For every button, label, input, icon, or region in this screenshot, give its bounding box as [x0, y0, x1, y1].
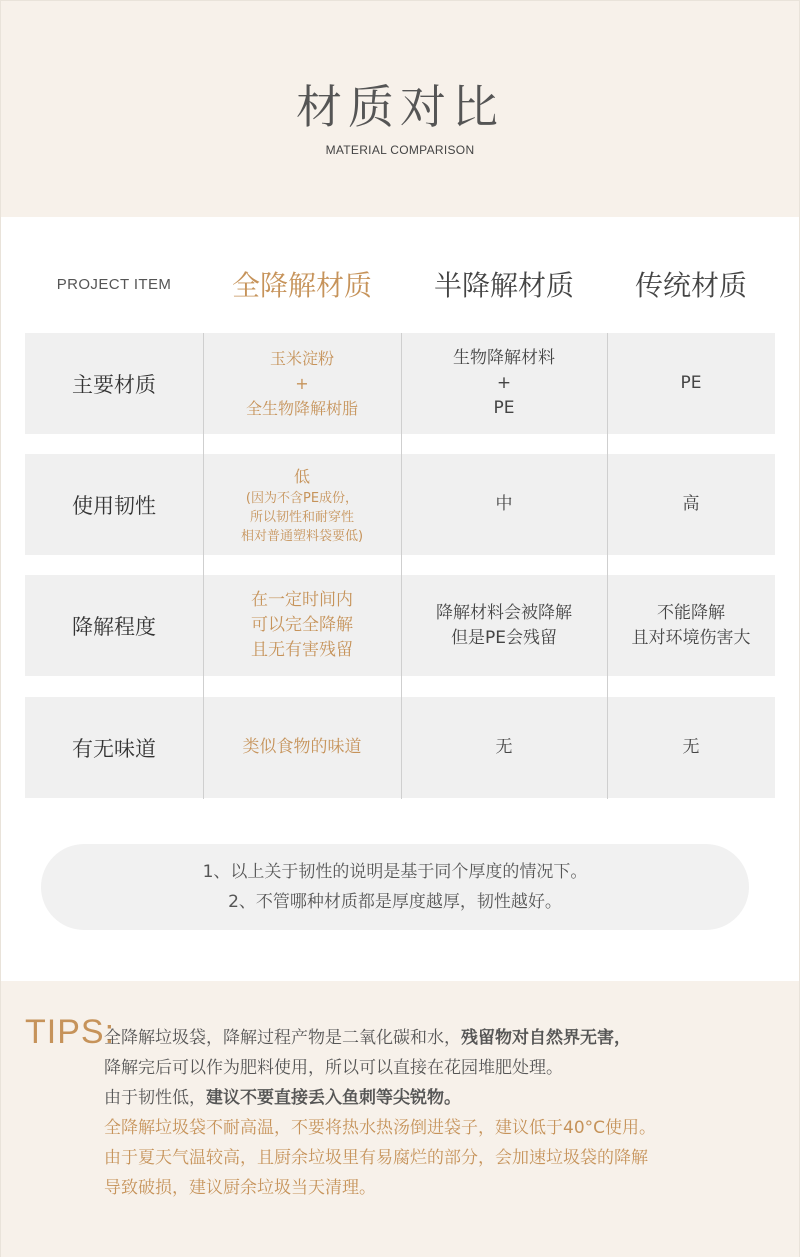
- page-title: 材质对比: [296, 80, 504, 134]
- note-line: 1、以上关于韧性的说明是基于同个厚度的情况下。: [202, 862, 588, 882]
- tip-text: 由于韧性低，: [104, 1088, 206, 1108]
- table-row-degradation: [25, 575, 775, 676]
- cell-note-line: (因为不含PE成份，: [245, 490, 359, 506]
- cell-line: 且对环境伤害大: [631, 627, 751, 648]
- cell-line: +: [295, 374, 309, 393]
- cell-line: 低: [293, 466, 310, 486]
- cell-line: 可以完全降解: [251, 615, 353, 635]
- cell-line: 无: [682, 737, 700, 757]
- tip-line: 降解完后可以作为肥料使用，所以可以直接在花园堆肥处理。: [104, 1058, 563, 1078]
- cell-full-degradable: [203, 697, 401, 798]
- tip-line-warning: 导致破损，建议厨余垃圾当天清理。: [104, 1178, 376, 1198]
- row-label: 有无味道: [72, 736, 156, 761]
- cell-half-degradable: [401, 575, 607, 676]
- cell-full-degradable: [203, 454, 401, 555]
- cell-traditional: [607, 333, 775, 434]
- cell-traditional: [607, 697, 775, 798]
- table-row-toughness: [25, 454, 775, 555]
- tip-line-warning: 全降解垃圾袋不耐高温，不要将热水热汤倒进袋子，建议低于40°C使用。: [104, 1118, 657, 1138]
- cell-line: 高: [682, 494, 700, 514]
- cell-line: 中: [495, 494, 513, 514]
- note-line: 2、不管哪种材质都是厚度越厚，韧性越好。: [228, 892, 562, 912]
- cell-full-degradable: [203, 575, 401, 676]
- table-row-odor: [25, 697, 775, 798]
- tips-text: [104, 1023, 784, 1203]
- cell-line: 无: [495, 737, 513, 757]
- tip-line: [104, 1083, 784, 1113]
- cell-traditional: [607, 454, 775, 555]
- cell-line: 不能降解: [657, 602, 725, 623]
- column-divider: [203, 333, 204, 799]
- cell-note-line: 相对普通塑料袋要低): [240, 528, 364, 544]
- cell-traditional: [607, 575, 775, 676]
- tip-line: [104, 1023, 784, 1053]
- comparison-table: [25, 333, 775, 799]
- column-header-full-degradable: 全降解材质: [231, 269, 372, 302]
- tip-text-bold: 残留物对自然界无害，: [461, 1028, 631, 1048]
- cell-half-degradable: [401, 454, 607, 555]
- cell-line: PE: [680, 373, 702, 393]
- column-header-half-degradable: 半降解材质: [433, 269, 574, 302]
- tips-label: TIPS:: [25, 1013, 116, 1051]
- row-label: 使用韧性: [72, 493, 156, 518]
- cell-line: 全生物降解树脂: [245, 399, 358, 418]
- cell-line: 玉米淀粉: [269, 349, 334, 368]
- column-header-traditional: 传统材质: [634, 269, 747, 302]
- column-header-project-item: PROJECT ITEM: [56, 275, 172, 293]
- cell-line: 类似食物的味道: [242, 737, 362, 757]
- cell-half-degradable: [401, 333, 607, 434]
- cell-line: 生物降解材料: [453, 348, 555, 368]
- cell-note-line: 所以韧性和耐穿性: [249, 509, 354, 525]
- cell-full-degradable: [203, 333, 401, 434]
- notes-box: [41, 844, 749, 930]
- column-divider: [607, 333, 608, 799]
- row-label: 降解程度: [72, 614, 156, 639]
- row-label: 主要材质: [72, 372, 156, 397]
- cell-line: 且无有害残留: [251, 640, 353, 660]
- cell-line: PE: [493, 398, 515, 418]
- cell-line: 在一定时间内: [251, 590, 353, 610]
- tip-text: 全降解垃圾袋，降解过程产物是二氧化碳和水，: [104, 1028, 461, 1048]
- cell-line: 降解材料会被降解: [436, 602, 572, 623]
- cell-half-degradable: [401, 697, 607, 798]
- tip-line-warning: 由于夏天气温较高，且厨余垃圾里有易腐烂的部分，会加速垃圾袋的降解: [104, 1148, 648, 1168]
- column-divider: [401, 333, 402, 799]
- table-row-main-material: [25, 333, 775, 434]
- tip-text-bold: 建议不要直接丢入鱼刺等尖锐物。: [206, 1088, 461, 1108]
- cell-line: 但是PE会残留: [451, 627, 557, 648]
- cell-line: +: [496, 373, 512, 393]
- page-subtitle: MATERIAL COMPARISON: [325, 143, 475, 157]
